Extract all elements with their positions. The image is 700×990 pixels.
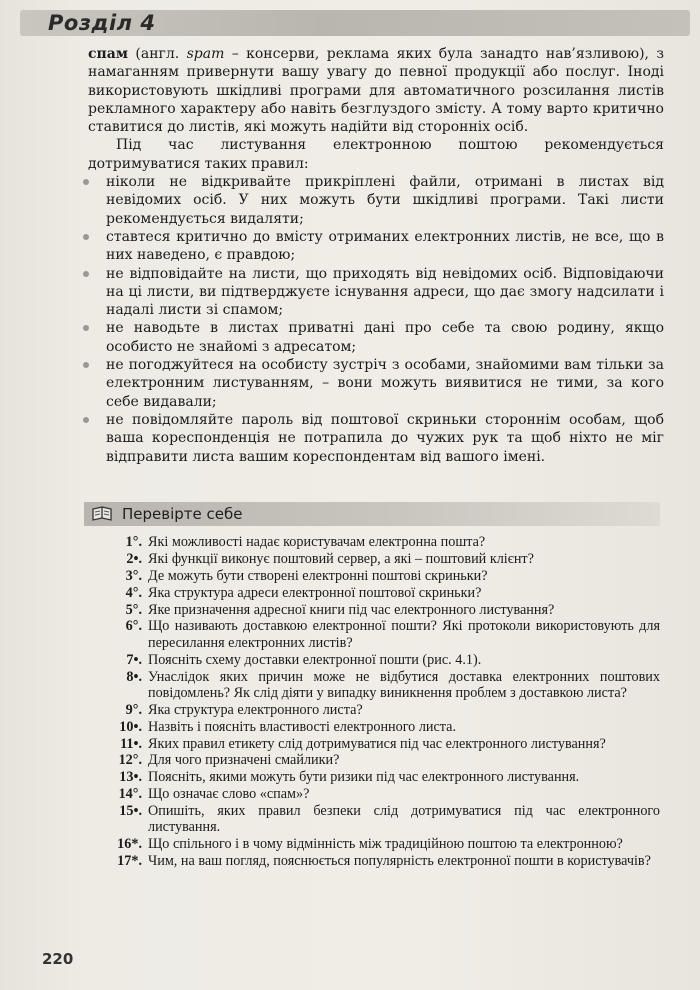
rule-text: ставтеся критично до вмісту отриманих електронних листів, не все, що в них наведено, є правдою;	[106, 228, 664, 264]
questions-list	[100, 534, 660, 870]
question-number: 12°.	[118, 752, 142, 769]
question-text: Яких правил етикету слід дотримуватися під час електронного листування?	[148, 735, 606, 752]
question-number: 14°.	[118, 786, 142, 803]
bullet-icon	[83, 362, 89, 368]
question-item	[100, 551, 660, 567]
book-icon	[92, 505, 112, 522]
main-text	[88, 45, 664, 466]
term-spam: спам	[88, 46, 129, 62]
spam-definition-paragraph	[88, 45, 664, 136]
question-text: Чим, на ваш погляд, пояснюється популярність електронної пошти в користувачів?	[148, 853, 651, 870]
question-number: 5°.	[125, 601, 142, 618]
latin-word: spam	[186, 46, 225, 62]
question-text: Поясніть схему доставки електронної пошти (рис. 4.1).	[148, 651, 482, 668]
question-number: 9°.	[125, 701, 142, 718]
question-item	[100, 602, 660, 618]
rule-text: не наводьте в листах приватні дані про себе та свою родину, якщо особисто не знайомі з адресатом;	[106, 320, 664, 355]
rule-item	[88, 228, 664, 265]
question-number: 2•.	[126, 550, 142, 567]
question-item	[100, 618, 660, 651]
definition-prefix: (англ.	[128, 46, 187, 62]
question-item	[100, 585, 660, 601]
rule-text: не відповідайте на листи, що приходять від невідомих осіб. Відповідаючи на ці листи, ви підтверджуєте існування адреси, що дає змогу надсилати і надалі листи зі спамом;	[106, 265, 664, 319]
rule-text: не погоджуйтеся на особисту зустріч з особами, знайомими вам тільки за електронним листуванням, – вони можуть виявитися не тими, за кого себе видавали;	[106, 357, 664, 410]
rule-text: не повідомляйте пароль від поштової скриньки стороннім особам, щоб ваша кореспонденція не потрапила до чужих рук та щоб ніхто не міг відправити листа вашим кореспондентам від вашого імені.	[106, 411, 664, 465]
question-item	[100, 836, 660, 852]
safety-rules-list	[88, 173, 664, 466]
chapter-title: Розділ 4	[48, 11, 156, 35]
rules-intro: Під час листування електронною поштою рекомендується дотримуватися таких правил:	[88, 137, 664, 172]
question-item	[100, 803, 660, 836]
question-number: 4°.	[125, 584, 142, 601]
question-text: Назвіть і поясніть властивості електронного листа.	[148, 718, 457, 735]
question-text: Поясніть, якими можуть бути ризики під час електронного листування.	[148, 769, 580, 786]
question-number: 7•.	[126, 651, 142, 668]
bullet-icon	[83, 234, 89, 240]
question-item	[100, 702, 660, 718]
question-item	[100, 568, 660, 584]
question-item	[100, 752, 660, 768]
question-number: 6°.	[125, 618, 142, 635]
rule-item	[88, 265, 664, 320]
bullet-icon	[83, 417, 89, 423]
question-item	[100, 534, 660, 550]
rule-item	[88, 356, 664, 411]
bullet-icon	[83, 325, 89, 331]
question-item	[100, 719, 660, 735]
question-number: 16*.	[117, 836, 142, 853]
question-item	[100, 769, 660, 785]
question-text: Яка структура електронного листа?	[148, 701, 363, 718]
question-number: 3°.	[125, 567, 142, 584]
question-text: Які функції виконує поштовий сервер, а які – поштовий клієнт?	[148, 550, 534, 567]
question-text: Яке призначення адресної книги під час електронного листування?	[148, 601, 555, 618]
question-number: 8•.	[126, 668, 142, 685]
rule-text: ніколи не відкривайте прикріплені файли, отримані в листах від невідомих осіб. У них можуть бути шкідливі програми. Такі листи рекомендується видаляти;	[106, 174, 664, 227]
question-text: Яка структура адреси електронної поштової скриньки?	[148, 584, 482, 601]
question-item	[100, 669, 660, 702]
rule-item	[88, 173, 664, 228]
question-text: Які можливості надає користувачам електронна пошта?	[148, 534, 486, 550]
question-text: Для чого призначені смайлики?	[148, 752, 340, 769]
bullet-icon	[83, 179, 89, 185]
question-number: 13•.	[119, 769, 142, 786]
question-text: Опишіть, яких правил безпеки слід дотримуватися під час електронного листування.	[148, 803, 660, 836]
question-item	[100, 853, 660, 869]
question-number: 17*.	[117, 853, 142, 870]
question-text: Що спільного і в чому відмінність між традиційною поштою та електронною?	[148, 836, 623, 853]
question-text: Що називають доставкою електронної пошти? Які протоколи використовують для пересилання електронних листів?	[148, 618, 660, 651]
question-item	[100, 786, 660, 802]
page-number: 220	[42, 950, 74, 968]
question-item	[100, 736, 660, 752]
question-number: 10•.	[119, 718, 142, 735]
question-text: Що означає слово «спам»?	[148, 786, 310, 803]
self-check-title: Перевірте себе	[122, 505, 243, 523]
question-number: 15•.	[119, 803, 142, 820]
question-number: 1°.	[125, 534, 142, 550]
bullet-icon	[83, 271, 89, 277]
rule-item	[88, 411, 664, 466]
question-text: Де можуть бути створені електронні поштові скриньки?	[148, 567, 488, 584]
rule-item	[88, 319, 664, 356]
question-text: Унаслідок яких причин може не відбутися доставка електронних поштових повідомлень? Як слід діяти у випадку виникнення проблем з доставкою листа?	[148, 668, 660, 701]
question-item	[100, 652, 660, 668]
definition-text: – консерви, реклама яких була занадто нав’язливою), з намаганням привернути вашу увагу до певної продукції або послуг. Іноді використовують шкідливі програми для автоматичного розсилання листів рекламного характеру або навіть безглуздого змісту. А тому варто критично ставитися до листів, які можуть надійти від сторонніх осіб.	[88, 46, 664, 136]
question-number: 11•.	[120, 735, 142, 752]
